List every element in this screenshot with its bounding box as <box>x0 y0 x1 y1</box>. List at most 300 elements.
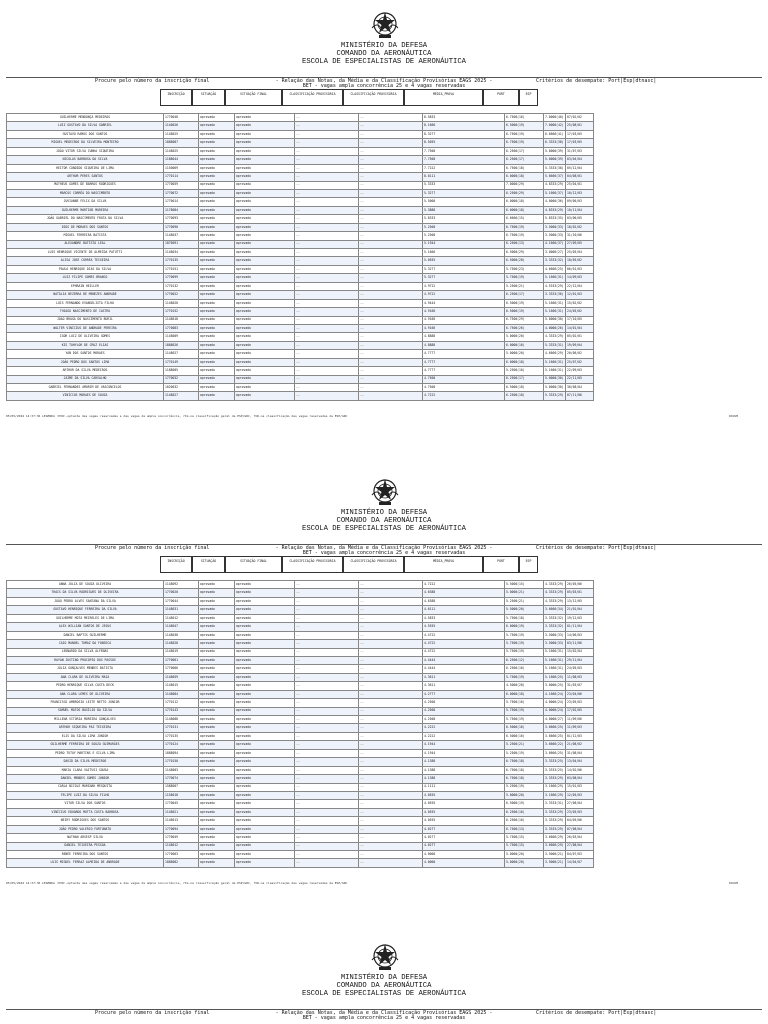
table-cell: 1148012 <box>164 614 199 622</box>
table-cell: -- <box>359 631 423 639</box>
table-cell: 6.5000(19) <box>505 800 544 808</box>
table-cell: 5.3888 <box>423 206 505 214</box>
table-cell: -- <box>295 147 359 155</box>
table-cell: 3.0000(25) <box>544 682 566 690</box>
table-cell: 4.7222 <box>423 581 505 589</box>
table-cell: -- <box>295 299 359 307</box>
table-row <box>7 324 594 332</box>
table-cell: 1178084 <box>164 206 199 214</box>
table-cell: 1888094 <box>164 749 199 757</box>
table-cell: 1770099 <box>164 274 199 282</box>
brasao-emblem-icon <box>369 940 401 972</box>
table-cell: -- <box>359 181 423 189</box>
table-cell: 4.4444 <box>423 656 505 664</box>
table-cell: CAIO MANOEL TOMAZ DA FONSECA <box>7 640 164 648</box>
table-cell: 11/09/06 <box>566 716 594 724</box>
table-cell: 1148059 <box>164 673 199 681</box>
table-row <box>7 589 594 597</box>
table-cell: JOÃO VITOR SILVA CUNHA SIQUEIRA <box>7 147 164 155</box>
table-cell: aprovado <box>199 257 235 265</box>
table-cell: JAIME DA SILVA CARVALHO <box>7 375 164 383</box>
table-cell: -- <box>359 189 423 197</box>
table-cell: -- <box>295 766 359 774</box>
table-cell: -- <box>295 673 359 681</box>
table-cell: LUIS FERNANDO EVANGELISTA FILHO <box>7 299 164 307</box>
table-cell: CARLA NICOLE MARINAH MESQUITA <box>7 783 164 791</box>
report-page-3 <box>0 932 768 1024</box>
table-cell: 3.3333(32) <box>544 623 566 631</box>
table-cell: 3.3333(29) <box>544 808 566 816</box>
table-row <box>7 783 594 791</box>
header-line-1: MINISTÉRIO DA DEFESA <box>340 974 428 982</box>
table-cell: 04/08/01 <box>566 173 594 181</box>
table-cell: -- <box>295 375 359 383</box>
table-cell: PEDRO HENRIQUE SILVA COSTA DECK <box>7 682 164 690</box>
table-cell: 5.1666(31) <box>544 367 566 375</box>
table-cell: 1770059 <box>164 181 199 189</box>
table-cell: 1770132 <box>164 282 199 290</box>
table-row <box>7 859 594 867</box>
table-cell: -- <box>359 249 423 257</box>
table-cell: aprovado <box>235 623 295 631</box>
table-cell: 15/02/04 <box>566 648 594 656</box>
table-cell: aprovado <box>235 825 295 833</box>
table-cell: 5.0000(30) <box>544 375 566 383</box>
table-cell: aprovado <box>199 825 235 833</box>
footer-legend: 05/05/2024 14:37:36 LEGENDA :PVR:-optante das vagas reservadas e das vagas da ampla concorrência, ?CG-na classificação geral da ESP/GRC, ?VR-na classificação das vagas reservadas da ESP/GRC <box>6 414 348 418</box>
table-cell: LEONARDO DA SILVA ALFENAS <box>7 648 164 656</box>
table-cell: MIGUEL FERREIRA BATISTA <box>7 232 164 240</box>
table-cell: -- <box>295 392 359 400</box>
table-cell: -- <box>295 232 359 240</box>
table-cell: -- <box>359 825 423 833</box>
table-cell: 7.0000(42) <box>544 122 566 130</box>
table-cell: 4.1944 <box>423 741 505 749</box>
table-cell: -- <box>295 206 359 214</box>
table-cell: 4.7777 <box>423 358 505 366</box>
table-cell: aprovado <box>235 741 295 749</box>
table-cell: -- <box>359 808 423 816</box>
table-cell: 6.5000(19) <box>505 122 544 130</box>
table-cell: 3.3333(31) <box>544 800 566 808</box>
table-row <box>7 198 594 206</box>
table-cell: 6.7500(19) <box>505 130 544 138</box>
table-cell: aprovado <box>235 656 295 664</box>
table-cell: 4.2222 <box>423 732 505 740</box>
table-cell: 6.6666(41) <box>544 130 566 138</box>
table-cell: 4.0555 <box>423 800 505 808</box>
table-cell: 13/04/04 <box>566 758 594 766</box>
table-cell: aprovado <box>199 656 235 664</box>
table-cell: ARTHUR DA SILVA MEDEIROS <box>7 367 164 375</box>
table-cell: -- <box>359 665 423 673</box>
table-cell: aprovado <box>199 358 235 366</box>
table-cell: 03/04/04 <box>566 156 594 164</box>
table-cell: 1148027 <box>164 392 199 400</box>
table-row <box>7 375 594 383</box>
table-cell: 5.2500 <box>423 223 505 231</box>
table-cell: 4.9722 <box>423 291 505 299</box>
table-row <box>7 333 594 341</box>
table-cell: aprovado <box>235 139 295 147</box>
table-cell: aprovado <box>199 249 235 257</box>
search-hint: Procure pelo número da inscrição final <box>95 545 210 551</box>
table-cell: aprovado <box>235 791 295 799</box>
table-cell: -- <box>295 291 359 299</box>
table-cell: 7.7500 <box>423 147 505 155</box>
table-cell: aprovado <box>235 240 295 248</box>
table-cell: aprovado <box>199 673 235 681</box>
table-cell: 3.6666(29) <box>544 842 566 850</box>
table-cell: 13/12/05 <box>566 597 594 605</box>
report-subtitle: BET - vagas ampla concorrência 25 e 4 vagas reservadas <box>302 83 466 89</box>
table-cell: GUSTAVO RAMOS DOS SANTOS <box>7 130 164 138</box>
table-cell: ALISA JOSE CORREA TEIXEIRA <box>7 257 164 265</box>
table-cell: aprovado <box>235 648 295 656</box>
table-row <box>7 181 594 189</box>
table-row <box>7 240 594 248</box>
table-cell: aprovado <box>199 147 235 155</box>
table-cell: WALTER VINÍCIUS DE ANDRADE PEREIRA <box>7 324 164 332</box>
table-cell: ARTHUR PERES SANTOS <box>7 173 164 181</box>
table-cell: 3.5000(21) <box>544 851 566 859</box>
table-cell: -- <box>295 682 359 690</box>
table-cell: -- <box>359 122 423 130</box>
table-cell: -- <box>295 656 359 664</box>
table-cell: -- <box>295 648 359 656</box>
table-cell: 5.0000(21) <box>505 589 544 597</box>
table-cell: -- <box>359 223 423 231</box>
table-cell: 5.1666(31) <box>544 648 566 656</box>
table-cell: -- <box>295 808 359 816</box>
table-cell: ELIS DA SILVA LIMA JÚNIOR <box>7 732 164 740</box>
table-cell: aprovado <box>199 375 235 383</box>
table-cell: 1770135 <box>164 732 199 740</box>
table-cell: THAIS DA SILVA RODRIGUES DE OLIVEIRA <box>7 589 164 597</box>
table-cell: aprovado <box>235 122 295 130</box>
table-cell: -- <box>295 156 359 164</box>
table-cell: 4.7500 <box>423 375 505 383</box>
table-cell: 5.3277 <box>423 189 505 197</box>
table-cell: 6.7500(19) <box>505 232 544 240</box>
table-cell: 04/05/06 <box>566 817 594 825</box>
table-cell: 4.5833 <box>423 614 505 622</box>
table-cell: aprovado <box>199 741 235 749</box>
table-cell: -- <box>295 614 359 622</box>
table-cell: 1148037 <box>164 232 199 240</box>
table-cell: aprovado <box>235 749 295 757</box>
table-cell: aprovado <box>235 367 295 375</box>
table-cell: DANIEL TEIXEIRA PESSOA <box>7 842 164 850</box>
table-row <box>7 114 594 122</box>
table-cell: aprovado <box>235 358 295 366</box>
table-cell: 6.0000(18) <box>505 358 544 366</box>
table-cell: 09/06/03 <box>566 198 594 206</box>
table-header: INSCRIÇÃO SITUAÇÃO SITUAÇÃO FINAL CLASSIFICAÇÃO PROVISÓRIA CLASSIFICAÇÃO PROVISÓRIA MÉDIA_PROVA PORT ESP <box>160 556 538 573</box>
table-cell: 11/08/03 <box>566 673 594 681</box>
table-cell: 5.7500(19) <box>505 648 544 656</box>
table-cell: 4.0000(26) <box>544 324 566 332</box>
table-cell: -- <box>295 623 359 631</box>
table-cell: 1020032 <box>164 384 199 392</box>
table-cell: aprovado <box>199 181 235 189</box>
table-cell: -- <box>295 189 359 197</box>
table-cell: 5.0000(39) <box>544 147 566 155</box>
table-cell: -- <box>295 130 359 138</box>
table-cell: aprovado <box>235 333 295 341</box>
table-row <box>7 775 594 783</box>
table-cell: 1770135 <box>164 257 199 265</box>
table-cell: -- <box>295 800 359 808</box>
table-cell: -- <box>295 758 359 766</box>
table-cell: 27/08/04 <box>566 842 594 850</box>
table-cell: MATHEUS GOMES DE BARROS RODRIGUES <box>7 181 164 189</box>
table-cell: 27/08/04 <box>566 800 594 808</box>
table-cell: -- <box>295 257 359 265</box>
table-cell: -- <box>359 581 423 589</box>
table-cell: 7.0000(29) <box>505 181 544 189</box>
table-cell: -- <box>359 800 423 808</box>
table-cell: 05/03/01 <box>566 589 594 597</box>
table-cell: JOÃO GABRIEL DO NASCIMENTO FROTA DA SILVA <box>7 215 164 223</box>
table-cell: 1770114 <box>164 173 199 181</box>
table-cell: 6.7500(29) <box>505 316 544 324</box>
table-cell: LUIS HENRIQUE VICENTE DE ALMEIDA PATUTTI <box>7 249 164 257</box>
table-cell: 22/12/04 <box>566 282 594 290</box>
table-row <box>7 291 594 299</box>
table-cell: 1588007 <box>164 783 199 791</box>
table-cell: 5.3333 <box>423 181 505 189</box>
table-cell: -- <box>359 375 423 383</box>
table-cell: aprovado <box>235 766 295 774</box>
table-cell: 5.8333 <box>423 215 505 223</box>
table-cell: 25/04/01 <box>566 181 594 189</box>
table-cell: -- <box>359 623 423 631</box>
report-subtitle: BET - vagas ampla concorrência 25 e 4 vagas reservadas <box>302 550 466 556</box>
table-cell: aprovado <box>199 114 235 122</box>
table-cell: NATÁLIA BEZERRA DE MENEZES ANDRADE <box>7 291 164 299</box>
table-cell: 5.5000(20) <box>505 606 544 614</box>
table-cell: 8.5055 <box>423 139 505 147</box>
table-cell: -- <box>295 783 359 791</box>
table-row <box>7 316 594 324</box>
table-cell: 4.8888 <box>423 341 505 349</box>
table-cell: 5.1666(25) <box>544 673 566 681</box>
table-cell: 25/05/04 <box>566 249 594 257</box>
table-cell: -- <box>359 156 423 164</box>
table-cell: 3.6666(25) <box>544 724 566 732</box>
table-cell: -- <box>359 783 423 791</box>
table-cell: aprovado <box>199 682 235 690</box>
table-row <box>7 156 594 164</box>
brasao-emblem-icon <box>369 8 401 40</box>
table-cell: aprovado <box>235 198 295 206</box>
tiebreak-criteria: Critérios de desempate: Port|Esp|dtnasc| <box>536 545 657 551</box>
table-cell: -- <box>295 215 359 223</box>
table-cell: 4.7500 <box>423 384 505 392</box>
table-cell: 05/12/04 <box>566 164 594 172</box>
table-cell: aprovado <box>199 707 235 715</box>
table-cell: 01/12/03 <box>566 732 594 740</box>
table-cell: 5.5000 <box>423 198 505 206</box>
table-cell: DIOS DE MORAES DOS SANTOS <box>7 223 164 231</box>
table-cell: 1770124 <box>164 741 199 749</box>
table-cell: MILLENA VITÓRIA MOREIRA GONÇALVES <box>7 716 164 724</box>
table-cell: 3.3333(29) <box>544 825 566 833</box>
table-cell: NATHAN ARSESP SILVA <box>7 834 164 842</box>
table-cell: 6.0000(18) <box>505 198 544 206</box>
table-cell: 4.2777 <box>423 690 505 698</box>
table-cell: 4.2500 <box>423 699 505 707</box>
table-cell: -- <box>295 350 359 358</box>
table-cell: -- <box>359 392 423 400</box>
table-cell: aprovado <box>235 324 295 332</box>
table-cell: 4.1666(37) <box>544 240 566 248</box>
table-cell: 24/05/03 <box>566 665 594 673</box>
table-row <box>7 581 594 589</box>
table-cell: aprovado <box>235 249 295 257</box>
table-cell: 4.3333(29) <box>544 589 566 597</box>
table-cell: aprovado <box>235 724 295 732</box>
table-cell: 1148025 <box>164 147 199 155</box>
table-cell: 26/05/06 <box>566 581 594 589</box>
table-row <box>7 656 594 664</box>
table-cell: JUVIANNE FELIX DA SILVA <box>7 198 164 206</box>
table-cell: 4.0000 <box>423 859 505 867</box>
table-cell: 4.1111 <box>423 783 505 791</box>
table-cell: GUILHERME FERREIRA DE SOUZA GUIMARÃES <box>7 741 164 749</box>
table-cell: -- <box>295 341 359 349</box>
table-cell: aprovado <box>199 350 235 358</box>
table-cell: ARTHUR SIQUEIRA PAZ TEIXEIRA <box>7 724 164 732</box>
table-cell: 14/02/06 <box>566 766 594 774</box>
table-cell: -- <box>359 859 423 867</box>
table-cell: 30/08/04 <box>566 384 594 392</box>
table-cell: aprovado <box>235 690 295 698</box>
table-cell: 6.5000(19) <box>505 308 544 316</box>
table-cell: aprovado <box>235 640 295 648</box>
table-cell: GUSTAVO HENRIQUE FERREIRA DA SILVA <box>7 606 164 614</box>
header-line-3: ESCOLA DE ESPECIALISTAS DE AERONÁUTICA <box>302 525 466 533</box>
table-cell: 6.5000(29) <box>505 249 544 257</box>
table-cell: 4.8333(29) <box>544 206 566 214</box>
header-line-2: COMANDO DA AERONÁUTICA <box>336 50 432 58</box>
table-row <box>7 800 594 808</box>
table-row <box>7 384 594 392</box>
table-cell: 25/08/01 <box>566 122 594 130</box>
table-cell: 4.6111 <box>423 606 505 614</box>
table-cell: 7.7222 <box>423 164 505 172</box>
table-row <box>7 597 594 605</box>
table-cell: aprovado <box>235 384 295 392</box>
table-cell: 24/05/02 <box>566 308 594 316</box>
table-cell: 4.5555 <box>423 623 505 631</box>
table-cell: 5.0000(20) <box>505 333 544 341</box>
table-cell: aprovado <box>199 223 235 231</box>
table-cell: aprovado <box>235 631 295 639</box>
table-cell: aprovado <box>235 206 295 214</box>
table-cell: -- <box>295 249 359 257</box>
table-row <box>7 299 594 307</box>
table-cell: 23/05/03 <box>566 808 594 816</box>
table-cell: 4.3333(29) <box>544 581 566 589</box>
table-cell: NICOLAS BARBOSA DA SILVA <box>7 156 164 164</box>
table-cell: 5.2500(21) <box>505 741 544 749</box>
table-cell: RENÉE FERREIRA DOS SANTOS <box>7 851 164 859</box>
table-cell: -- <box>295 699 359 707</box>
table-cell: aprovado <box>199 215 235 223</box>
table-cell: aprovado <box>235 392 295 400</box>
tiebreak-criteria: Critérios de desempate: Port|Esp|dtnasc| <box>536 1010 657 1016</box>
table-cell: aprovado <box>199 842 235 850</box>
table-cell: 1148038 <box>164 631 199 639</box>
table-row <box>7 834 594 842</box>
table-cell: 1148021 <box>164 808 199 816</box>
table-cell: -- <box>359 775 423 783</box>
table-cell: 5.0000(20) <box>505 791 544 799</box>
table-cell: aprovado <box>199 631 235 639</box>
table-cell: aprovado <box>235 758 295 766</box>
table-cell: 06/01/03 <box>566 265 594 273</box>
table-cell: aprovado <box>235 665 295 673</box>
table-row <box>7 147 594 155</box>
table-row <box>7 350 594 358</box>
table-row <box>7 724 594 732</box>
table-cell: -- <box>295 223 359 231</box>
table-cell: 1148009 <box>164 333 199 341</box>
table-cell: 3.6666(29) <box>544 834 566 842</box>
table-cell: 1770083 <box>164 324 199 332</box>
table-cell: aprovado <box>235 316 295 324</box>
table-cell: 6.2500(17) <box>505 147 544 155</box>
table-cell: -- <box>359 341 423 349</box>
table-cell: 1188005 <box>164 367 199 375</box>
table-cell: 5.1666(31) <box>544 665 566 673</box>
table-cell: aprovado <box>235 699 295 707</box>
table-cell: 5.3277 <box>423 265 505 273</box>
table-cell: 5.2500(19) <box>505 749 544 757</box>
table-cell: 5.7500(19) <box>505 707 544 715</box>
table-cell: aprovado <box>235 800 295 808</box>
table-row <box>7 749 594 757</box>
table-cell: 03/06/05 <box>566 215 594 223</box>
table-cell: 3.3333(32) <box>544 614 566 622</box>
table-cell: aprovado <box>235 589 295 597</box>
table-cell: 4.1388 <box>423 766 505 774</box>
table-cell: 4.0277 <box>423 825 505 833</box>
table-cell: 5.2500 <box>423 232 505 240</box>
table-cell: -- <box>295 282 359 290</box>
table-cell: 5.7500(19) <box>505 716 544 724</box>
table-cell: -- <box>359 215 423 223</box>
table-cell: 6.2500(16) <box>505 808 544 816</box>
table-cell: -- <box>359 741 423 749</box>
table-cell: aprovado <box>199 648 235 656</box>
table-cell: aprovado <box>235 274 295 282</box>
table-cell: SAMUEL MATOS BASÍLIO DA SILVA <box>7 707 164 715</box>
table-cell: aprovado <box>235 817 295 825</box>
table-row <box>7 223 594 231</box>
table-cell: aprovado <box>199 614 235 622</box>
table-row <box>7 716 594 724</box>
table-cell: 7.7500 <box>423 156 505 164</box>
table-cell: aprovado <box>199 716 235 724</box>
table-cell: -- <box>359 834 423 842</box>
table-cell: VITOR SILVA DOS SANTOS <box>7 800 164 808</box>
table-cell: -- <box>295 164 359 172</box>
footer-doc: DOCUM <box>729 881 739 885</box>
table-row <box>7 665 594 673</box>
